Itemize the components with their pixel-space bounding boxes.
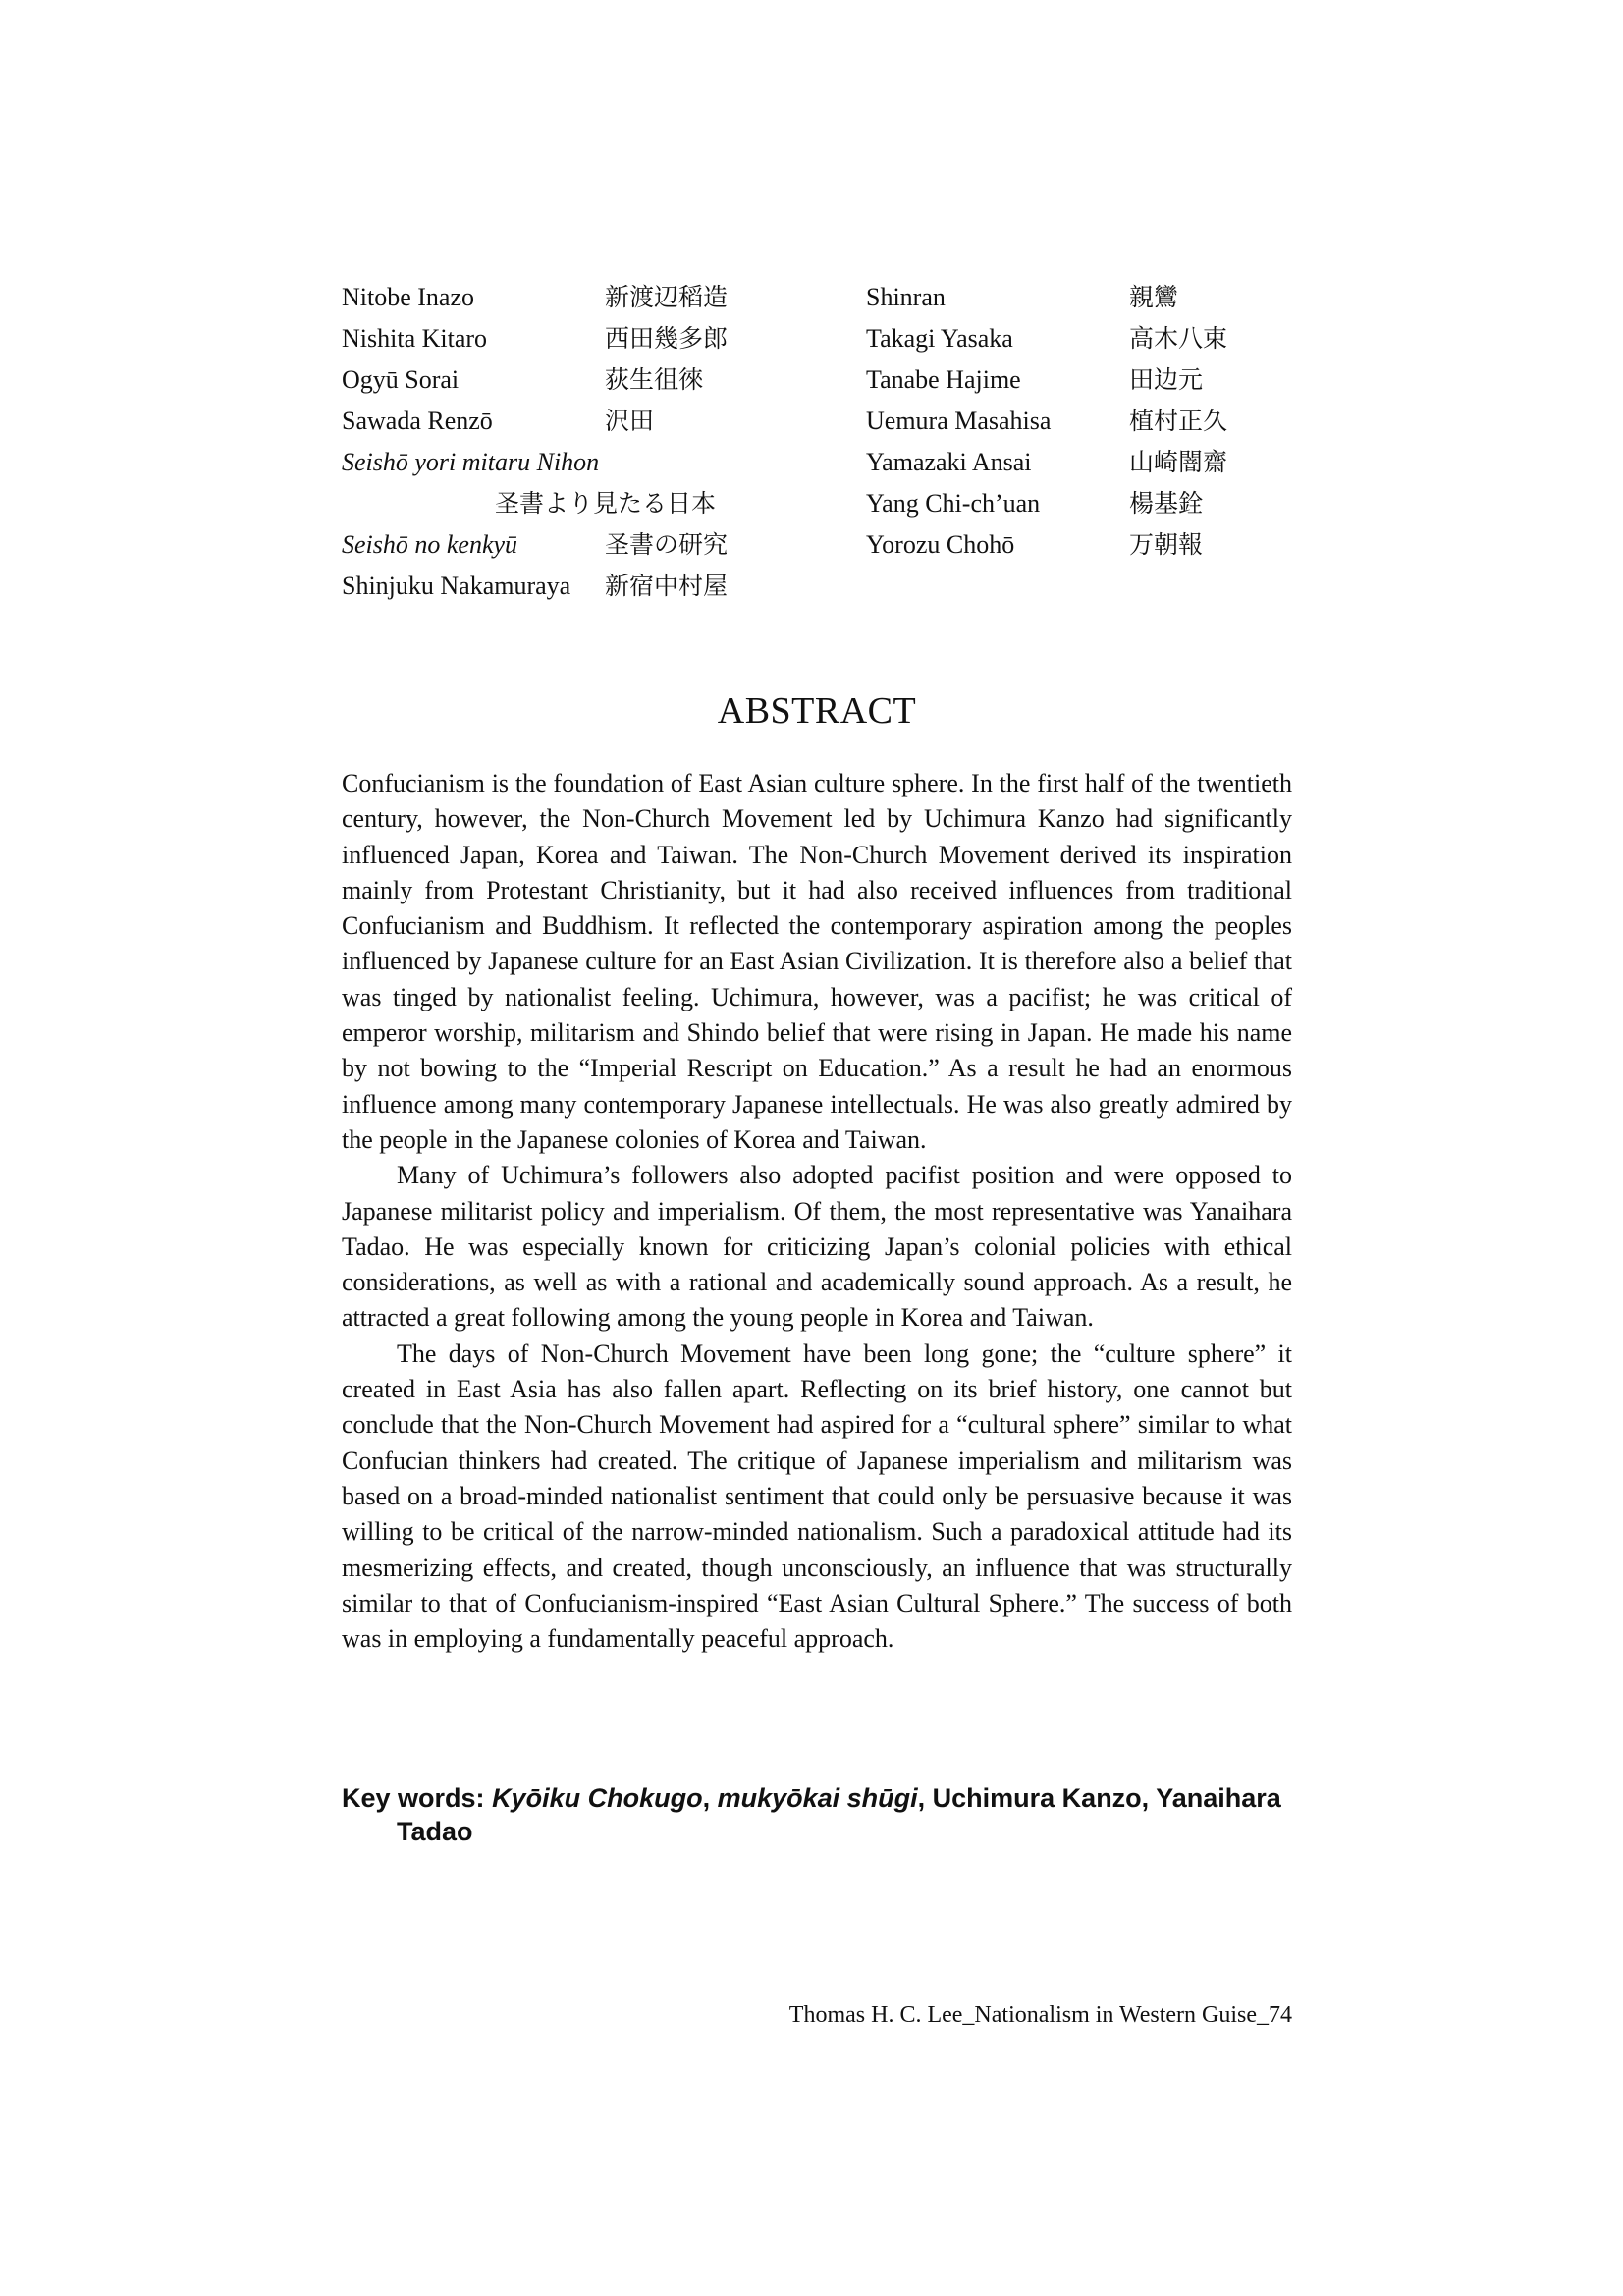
glossary-romaji: Tanabe Hajime <box>866 365 1021 394</box>
keyword-term: Kyōiku Chokugo <box>492 1783 703 1813</box>
glossary-romaji: Ogyū Sorai <box>342 365 460 394</box>
keywords-label: Key words: <box>342 1783 485 1813</box>
abstract-paragraph: Many of Uchimura’s followers also adopted pacifist position and were opposed to Japanese militarist policy and imperialism. Of them, the most representative was Yanaihara Tadao. He was especially known for criticizing Japan’s colonial policies with ethical considerations, as well as with a rational and academically sound approach. As a result, he attracted a great following among the young people in Korea and Taiwan. <box>342 1161 1292 1333</box>
glossary-entry <box>342 524 852 566</box>
glossary-kanji: 高木八束 <box>1129 324 1228 353</box>
glossary-romaji: Takagi Yasaka <box>866 324 1013 353</box>
glossary-entry <box>866 318 1324 359</box>
keyword-rest: , Uchimura Kanzo, Yanaihara Tadao <box>397 1783 1281 1846</box>
glossary-right-column <box>866 277 1324 566</box>
keywords <box>342 1781 1347 1848</box>
glossary-romaji: Yorozu Chohō <box>866 530 1015 559</box>
glossary-kanji: 圣書の研究 <box>605 530 729 559</box>
glossary-romaji: Nitobe Inazo <box>342 283 475 311</box>
abstract-paragraph: Confucianism is the foundation of East Asian culture sphere. In the first half of the twentieth century, however, the Non-Church Movement led by Uchimura Kanzo had significantly influenced Japan, Korea and Taiwan. The Non-Church Movement derived its inspiration mainly from Protestant Christianity, but it had also received influences from traditional Confucianism and Buddhism. It reflected the contemporary aspiration among the peoples influenced by Japanese culture for an East Asian Civilization. It is therefore also a belief that was tinged by nationalist feeling. Uchimura, however, was a pacifist; he was critical of emperor worship, militarism and Shindo belief that were rising in Japan. He made his name by not bowing to the “Imperial Rescript on Education.” As a result he had an enormous influence among many contemporary Japanese intellectuals. He was also greatly admired by the people in the Japanese colonies of Korea and Taiwan. <box>342 769 1292 1154</box>
glossary-romaji: Yang Chi-ch’uan <box>866 489 1041 518</box>
glossary-kanji: 荻生徂徠 <box>605 365 704 394</box>
glossary-entry <box>342 483 852 524</box>
glossary-romaji: Seishō yori mitaru Nihon <box>342 448 600 476</box>
glossary-entry <box>866 359 1324 401</box>
glossary-kanji: 親鸞 <box>1129 283 1179 311</box>
glossary-kanji: 沢田 <box>605 407 655 435</box>
glossary-romaji: Uemura Masahisa <box>866 407 1052 435</box>
glossary <box>342 277 1324 611</box>
abstract-body <box>342 766 1292 1657</box>
glossary-entry <box>342 359 852 401</box>
glossary-entry <box>866 277 1324 318</box>
glossary-kanji: 西田幾多郎 <box>605 324 729 353</box>
glossary-kanji: 圣書より見たる日本 <box>495 489 717 518</box>
glossary-entry <box>866 401 1324 442</box>
glossary-kanji: 山崎闇齋 <box>1129 448 1228 476</box>
glossary-romaji: Shinjuku Nakamuraya <box>342 572 571 600</box>
glossary-kanji: 新宿中村屋 <box>605 572 729 600</box>
glossary-romaji: Sawada Renzō <box>342 407 493 435</box>
glossary-left-column <box>342 277 852 607</box>
glossary-kanji: 植村正久 <box>1129 407 1228 435</box>
glossary-romaji: Shinran <box>866 283 946 311</box>
glossary-entry <box>342 277 852 318</box>
glossary-romaji: Seishō no kenkyū <box>342 530 518 559</box>
glossary-kanji: 万朝報 <box>1129 530 1204 559</box>
glossary-entry <box>866 442 1324 483</box>
glossary-entry <box>342 401 852 442</box>
glossary-romaji: Nishita Kitaro <box>342 324 488 353</box>
glossary-kanji: 田边元 <box>1129 365 1204 394</box>
keyword-separator: , <box>702 1783 718 1813</box>
glossary-entry <box>866 524 1324 566</box>
glossary-entry <box>342 318 852 359</box>
glossary-kanji: 新渡辺稻造 <box>605 283 729 311</box>
page-footer: Thomas H. C. Lee_Nationalism in Western Guise_74 <box>788 2002 1292 2028</box>
abstract-paragraph: The days of Non-Church Movement have been long gone; the “culture sphere” it created in East Asia has also fallen apart. Reflecting on its brief history, one cannot but conclude that the Non-Church Movement had aspired for a “cultural sphere” similar to what Confucian thinkers had created. The critique of Japanese imperialism and militarism was based on a broad-minded nationalist sentiment that could only be persuasive because it was willing to be critical of the narrow-minded nationalism. Such a paradoxical attitude had its mesmerizing effects, and created, though unconsciously, an influence that was structurally similar to that of Confucianism-inspired “East Asian Cultural Sphere.” The success of both was in employing a fundamentally peaceful approach. <box>342 1339 1292 1654</box>
glossary-romaji: Yamazaki Ansai <box>866 448 1032 476</box>
keyword-term: mukyōkai shūgi <box>717 1783 918 1813</box>
glossary-entry <box>866 483 1324 524</box>
glossary-kanji: 楊基銓 <box>1129 489 1204 518</box>
abstract-heading: ABSTRACT <box>717 690 917 732</box>
glossary-entry <box>342 566 852 607</box>
glossary-entry <box>342 442 852 483</box>
